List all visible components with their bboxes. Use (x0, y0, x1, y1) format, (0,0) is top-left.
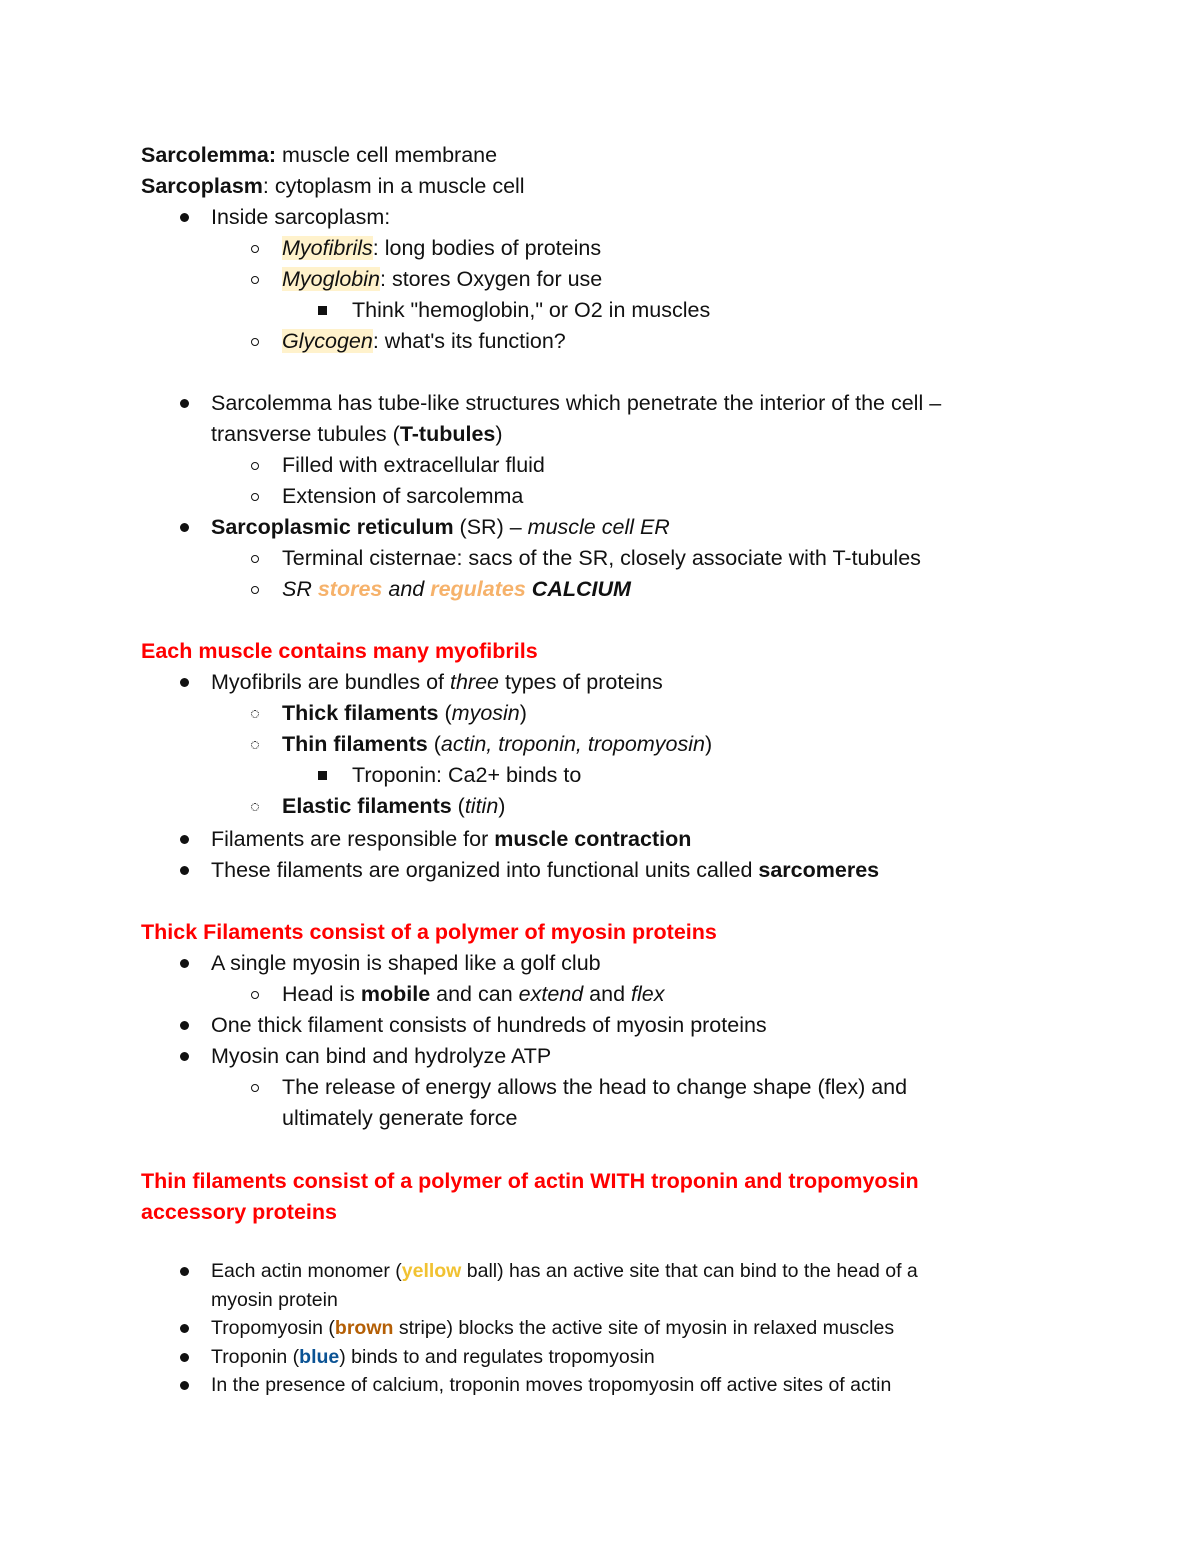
extend-word: extend (518, 982, 584, 1006)
filled-fluid-text: Filled with extracellular fluid (282, 453, 545, 477)
paren: ( (438, 701, 452, 725)
troponin-text: Troponin ( (211, 1346, 300, 1368)
bullet-circle-icon (251, 338, 259, 346)
paren: ( (451, 794, 465, 818)
yellow-word: yellow (401, 1260, 462, 1282)
bullet-square-icon (318, 306, 327, 315)
ttubules-text: Sarcolemma has tube-like structures which penetrate the interior of the cell – (211, 391, 942, 415)
three-word: three (450, 670, 500, 694)
actin-text-cont: myosin protein (211, 1289, 338, 1311)
bullet-disc-icon (180, 678, 189, 687)
tropomyosin-text: Tropomyosin ( (211, 1317, 335, 1339)
bullet-circle-icon (251, 803, 259, 811)
sarcolemma-term: Sarcolemma: (141, 143, 277, 167)
terminal-cisternae-text: Terminal cisternae: sacs of the SR, closely associate with T-tubules (282, 546, 921, 570)
troponin-text: Troponin: Ca2+ binds to (352, 763, 582, 787)
inside-sarcoplasm-text: Inside sarcoplasm: (211, 205, 391, 229)
sr-stores-text: and (382, 577, 431, 601)
thin-proteins-text: actin, troponin, tropomyosin (440, 732, 705, 756)
flex-word: flex (631, 982, 665, 1006)
actin-text: Each actin monomer ( (211, 1260, 402, 1282)
glycogen-term: Glycogen (282, 329, 373, 353)
bullet-circle-icon (251, 741, 259, 749)
bullet-circle-icon (251, 462, 259, 470)
bullet-circle-icon (251, 710, 259, 718)
sarcolemma-definition: muscle cell membrane (276, 143, 498, 167)
muscle-contraction-term: muscle contraction (494, 827, 692, 851)
atp-text: Myosin can bind and hydrolyze ATP (211, 1044, 552, 1068)
tropomyosin-text: stripe) blocks the active site of myosin in relaxed muscles (393, 1317, 895, 1339)
sarcoplasm-term: Sarcoplasm (141, 174, 263, 198)
troponin-text: ) binds to and regulates tropomyosin (339, 1346, 655, 1368)
calcium-text: In the presence of calcium, troponin moves tropomyosin off active sites of actin (211, 1374, 892, 1396)
responsible-text: Filaments are responsible for (211, 827, 495, 851)
bullet-disc-icon (180, 523, 189, 532)
bundles-text: Myofibrils are bundles of (211, 670, 450, 694)
sarcoplasm-definition: : cytoplasm in a muscle cell (262, 174, 525, 198)
think-hemoglobin-text: Think "hemoglobin," or O2 in muscles (352, 298, 711, 322)
titin-word: titin (464, 794, 499, 818)
head-text: and can (430, 982, 519, 1006)
bullet-disc-icon (180, 1324, 189, 1333)
release-text-cont: ultimately generate force (282, 1106, 518, 1130)
bullet-circle-icon (251, 555, 259, 563)
bullet-disc-icon (180, 1353, 189, 1362)
myofibrils-definition: : long bodies of proteins (372, 236, 602, 260)
blue-word: blue (299, 1346, 340, 1368)
thick-filaments-term: Thick filaments (282, 701, 439, 725)
sr-italic-text: muscle cell ER (527, 515, 670, 539)
bullet-circle-icon (251, 245, 259, 253)
heading-myofibrils: Each muscle contains many myofibrils (141, 639, 538, 663)
bullet-disc-icon (180, 213, 189, 222)
extension-text: Extension of sarcolemma (282, 484, 524, 508)
myofibrils-term: Myofibrils (282, 236, 373, 260)
ttubules-text-cont: ) (495, 422, 503, 446)
mobile-word: mobile (360, 982, 431, 1006)
bullet-circle-icon (251, 493, 259, 501)
bullet-disc-icon (180, 959, 189, 968)
glycogen-definition: : what's its function? (372, 329, 566, 353)
bullet-disc-icon (180, 1267, 189, 1276)
paren: ( (427, 732, 441, 756)
brown-word: brown (334, 1317, 394, 1339)
sr-text: (SR) – (453, 515, 528, 539)
bullet-disc-icon (180, 1021, 189, 1030)
bullet-disc-icon (180, 835, 189, 844)
sr-term: Sarcoplasmic reticulum (211, 515, 454, 539)
stores-word: stores (317, 577, 383, 601)
heading-thin-filaments: Thin filaments consist of a polymer of actin WITH troponin and tropomyosin (141, 1169, 919, 1193)
bullet-square-icon (318, 771, 327, 780)
paren: ) (519, 701, 527, 725)
bullet-disc-icon (180, 1381, 189, 1390)
bullet-disc-icon (180, 1052, 189, 1061)
organized-text: These filaments are organized into functional units called (211, 858, 759, 882)
heading-thick-filaments: Thick Filaments consist of a polymer of myosin proteins (141, 920, 717, 944)
paren: ) (705, 732, 713, 756)
bullet-circle-icon (251, 991, 259, 999)
ttubules-term: T-tubules (399, 422, 496, 446)
bullet-circle-icon (251, 1084, 259, 1092)
hundreds-text: One thick filament consists of hundreds of myosin proteins (211, 1013, 767, 1037)
release-text: The release of energy allows the head to change shape (flex) and (282, 1075, 908, 1099)
paren: ) (498, 794, 506, 818)
golf-club-text: A single myosin is shaped like a golf club (211, 951, 601, 975)
thin-filaments-term: Thin filaments (282, 732, 428, 756)
sarcomeres-term: sarcomeres (758, 858, 880, 882)
sr-stores-text: SR (282, 577, 318, 601)
regulates-word: regulates (430, 577, 526, 601)
myoglobin-definition: : stores Oxygen for use (380, 267, 603, 291)
head-text: and (583, 982, 632, 1006)
bullet-disc-icon (180, 399, 189, 408)
calcium-word: CALCIUM (525, 577, 631, 601)
myosin-word: myosin (451, 701, 520, 725)
heading-thin-filaments-cont: accessory proteins (141, 1200, 337, 1224)
bullet-circle-icon (251, 586, 259, 594)
myoglobin-term: Myoglobin (282, 267, 380, 291)
actin-text: ball) has an active site that can bind to the head of a (461, 1260, 918, 1282)
bundles-text: types of proteins (499, 670, 663, 694)
head-text: Head is (282, 982, 361, 1006)
bullet-disc-icon (180, 866, 189, 875)
ttubules-text-cont: transverse tubules ( (211, 422, 400, 446)
elastic-filaments-term: Elastic filaments (282, 794, 452, 818)
bullet-circle-icon (251, 276, 259, 284)
